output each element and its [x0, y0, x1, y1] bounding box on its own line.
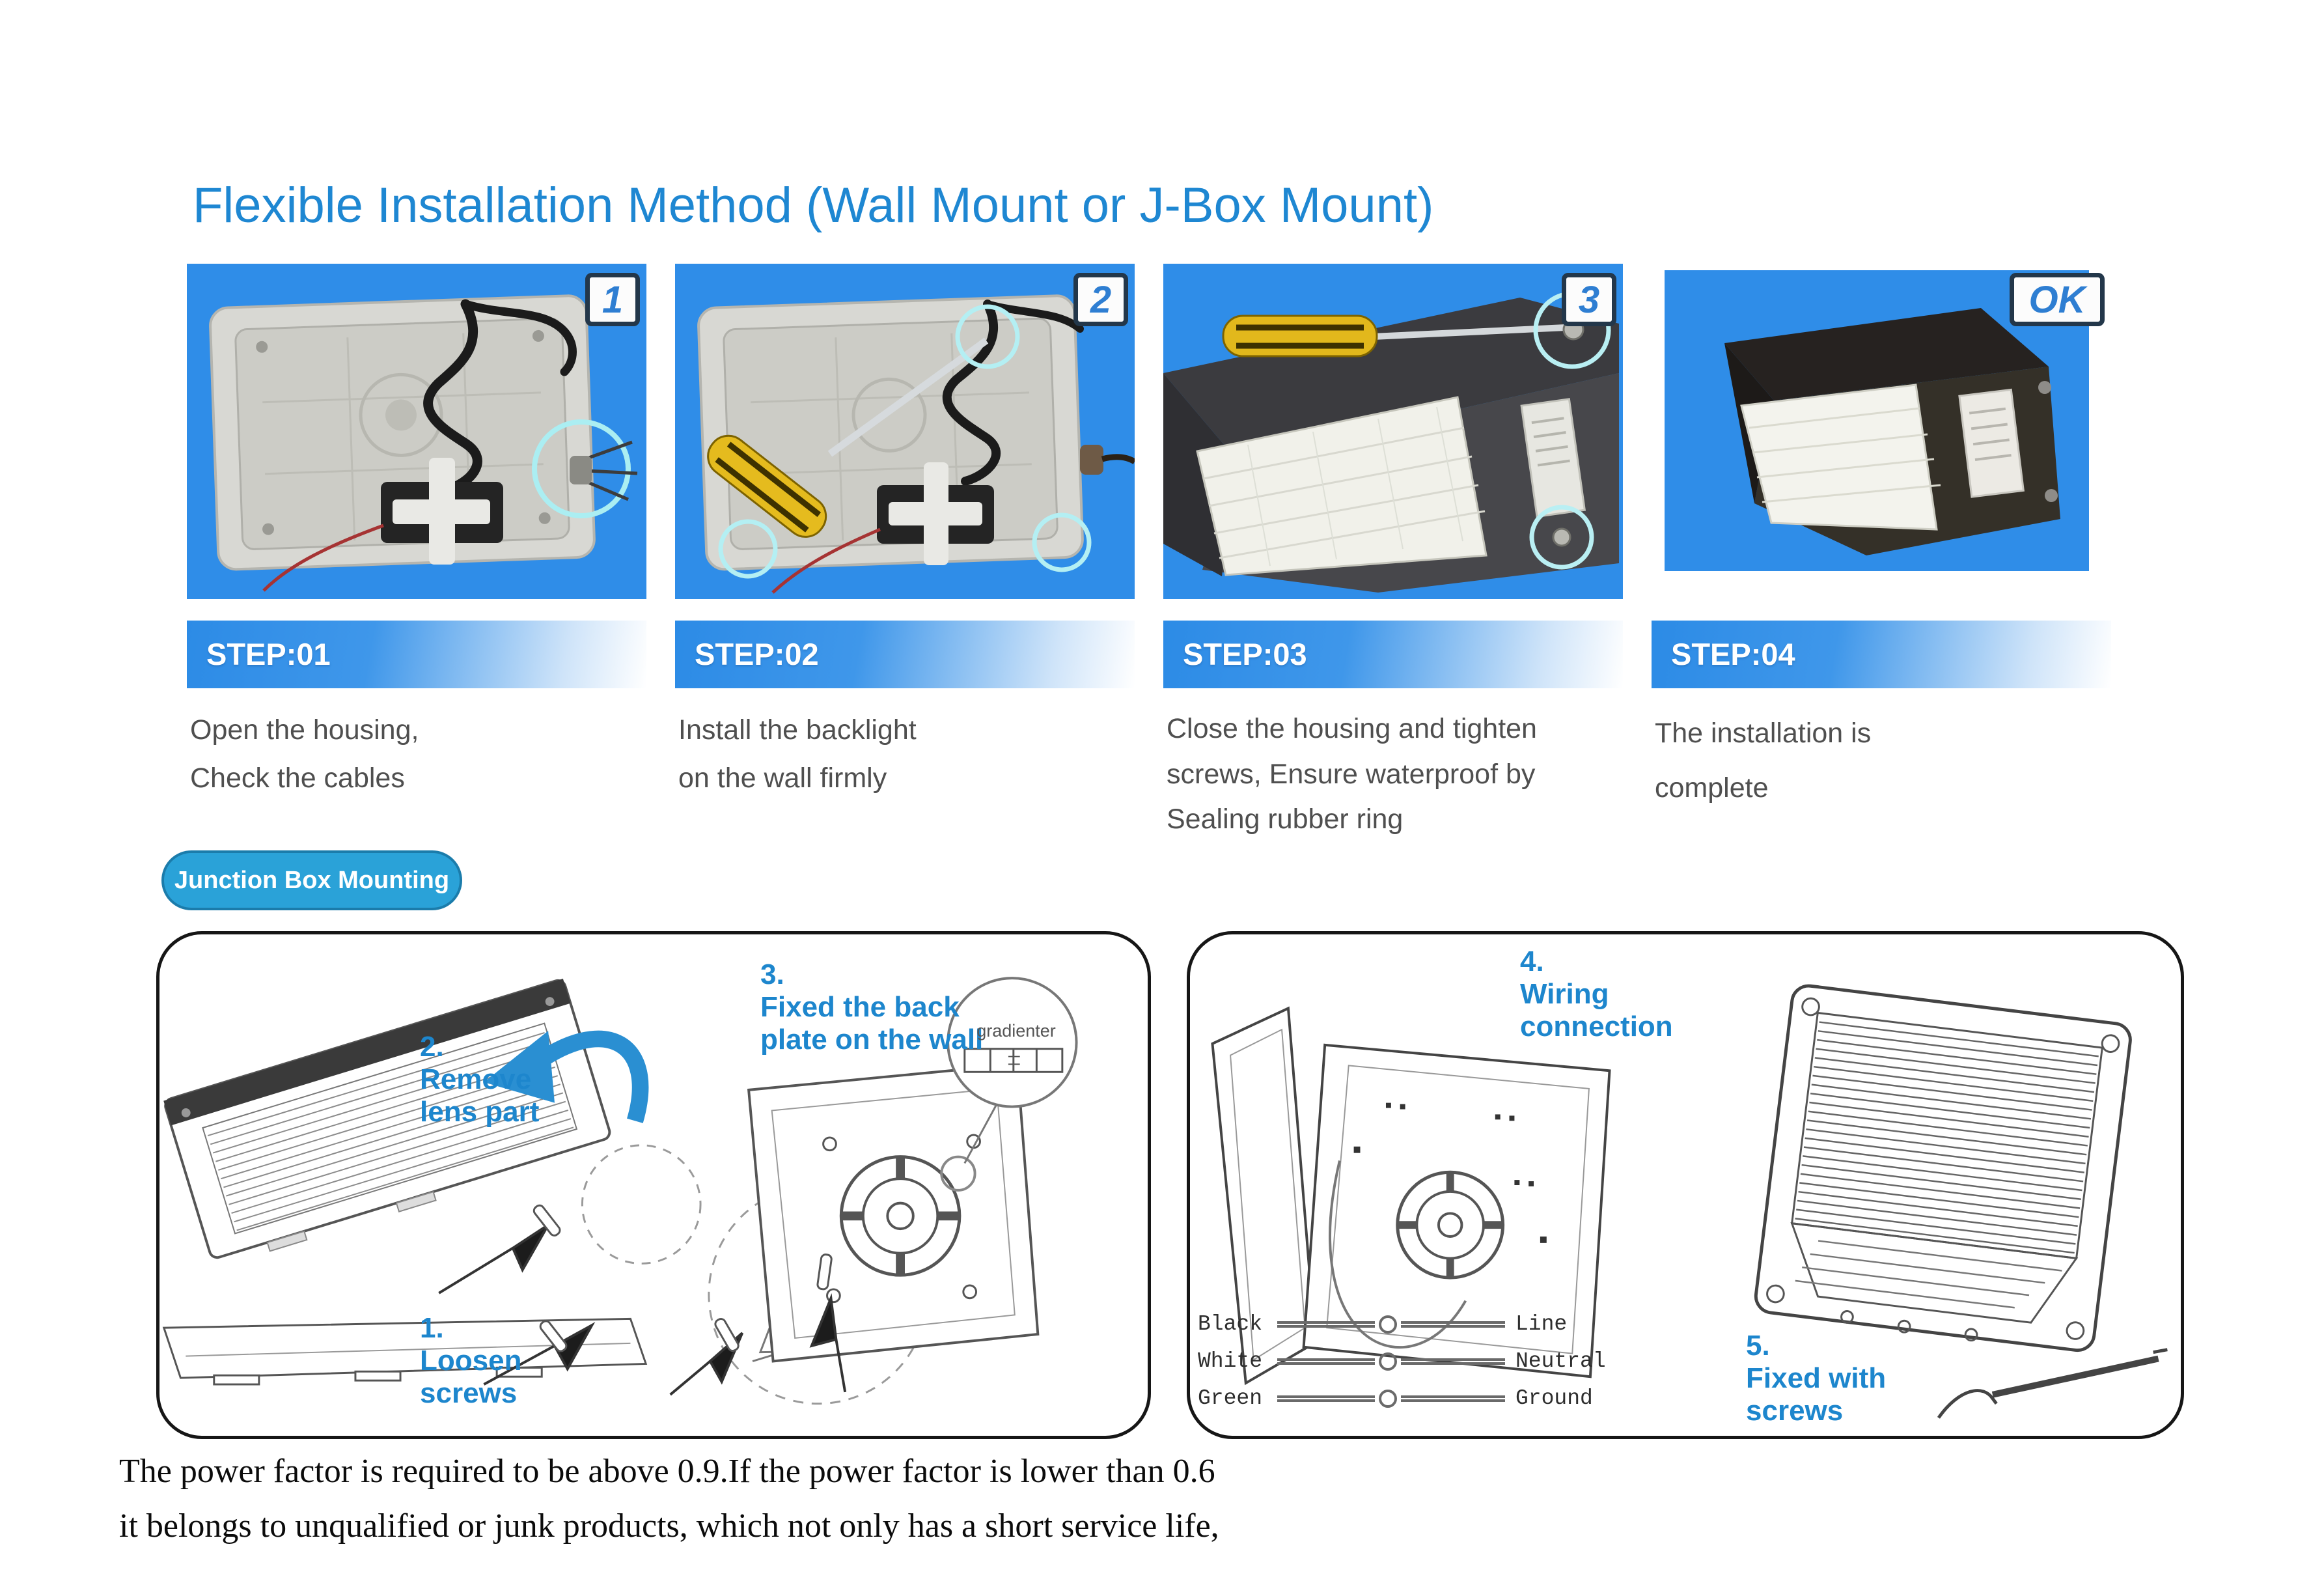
- junction-box-mounting-badge: Junction Box Mounting: [161, 850, 462, 910]
- step4-ok-badge: OK: [2010, 273, 2105, 326]
- step2-photo: [675, 264, 1135, 599]
- annotation-wiring-connection: 4. Wiring connection: [1520, 945, 1673, 1043]
- fixture-back-drawing: [1754, 984, 2133, 1355]
- annotation-loosen-screws: 1. Loosen screws: [420, 1312, 522, 1410]
- step1-number-badge: 1: [585, 273, 640, 326]
- wire-signal-label: Neutral: [1515, 1349, 1606, 1373]
- wire-segment: [1401, 1395, 1505, 1402]
- jbox-left-drawing: [159, 934, 1148, 1436]
- step3-label: STEP:03: [1183, 637, 1307, 671]
- step2-number-badge: 2: [1073, 273, 1128, 326]
- step3-bar: [1163, 621, 1623, 688]
- step4-photo: [1652, 264, 2111, 599]
- step2-description: Install the backlight on the wall firmly: [678, 714, 917, 794]
- open-housing-photo-illustration: [187, 264, 646, 599]
- gradienter-label: gradienter: [976, 1021, 1056, 1041]
- wire-color-label: Green: [1198, 1386, 1263, 1410]
- wire-legend: [1198, 1306, 1606, 1417]
- wire-legend-row-neutral: [1198, 1343, 1606, 1380]
- annotation-remove-lens: 2. Remove lens part: [420, 1031, 540, 1128]
- wire-legend-row-ground: [1198, 1380, 1606, 1417]
- annotation-fixed-with-screws: 5. Fixed with screws: [1746, 1330, 1887, 1427]
- close-housing-photo-illustration: [1163, 264, 1623, 599]
- wire-signal-label: Ground: [1515, 1386, 1593, 1410]
- wire-segment: [1277, 1321, 1375, 1328]
- power-factor-note-line1: The power factor is required to be above 0.9.If the power factor is lower than 0.6: [119, 1453, 1215, 1490]
- wire-segment: [1277, 1395, 1375, 1402]
- jbox-mounting-diagram-left: [156, 931, 1151, 1439]
- step3-photo: [1163, 264, 1623, 599]
- screwdriver-drawing: [1939, 1350, 2167, 1418]
- wire-segment: [1401, 1358, 1505, 1365]
- step1-label: STEP:01: [206, 637, 331, 671]
- step1-description: Open the housing, Check the cables: [190, 714, 419, 794]
- step3-description: Close the housing and tighten screws, Ensure waterproof by Sealing rubber ring: [1167, 713, 1537, 835]
- install-backlight-photo-illustration: [675, 264, 1135, 599]
- step3-number-badge: 3: [1562, 273, 1616, 326]
- wire-signal-label: Line: [1515, 1312, 1568, 1336]
- step4-label: STEP:04: [1671, 637, 1795, 671]
- power-factor-note-line2: it belongs to unqualified or junk products, which not only has a short service life,: [119, 1507, 1219, 1545]
- wire-color-label: White: [1198, 1349, 1263, 1373]
- step2-label: STEP:02: [695, 637, 819, 671]
- wire-legend-row-line: [1198, 1306, 1606, 1343]
- wire-segment: [1277, 1358, 1375, 1365]
- gland-wire-right: [1080, 445, 1135, 475]
- wire-segment: [1401, 1321, 1505, 1328]
- step2-bar: [675, 621, 1135, 688]
- wire-connector-icon: [1379, 1315, 1397, 1334]
- wire-connector-icon: [1379, 1352, 1397, 1371]
- step1-bar: [187, 621, 646, 688]
- step4-description: The installation is complete: [1655, 718, 1872, 804]
- page-title: Flexible Installation Method (Wall Mount or J-Box Mount): [193, 178, 1434, 233]
- annotation-fixed-plate: 3. Fixed the back plate on the wall: [760, 958, 984, 1056]
- wire-connector-icon: [1379, 1390, 1397, 1408]
- step1-photo: [187, 264, 646, 599]
- wire-color-label: Black: [1198, 1312, 1263, 1336]
- step4-bar: [1652, 621, 2111, 688]
- wallpack-drawing: [1724, 308, 2060, 555]
